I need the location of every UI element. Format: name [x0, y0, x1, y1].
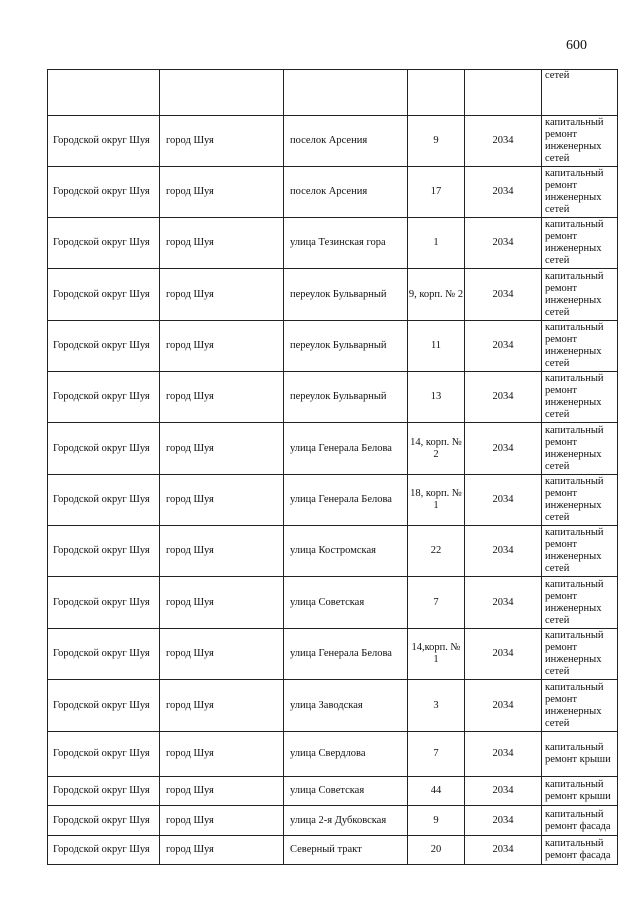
- street-cell: улица Генерала Белова: [284, 629, 408, 680]
- house-cell: 1: [408, 218, 465, 269]
- work-cell: капитальный ремонт фасада: [542, 836, 618, 865]
- city-cell: город Шуя: [160, 836, 284, 865]
- table-row: [48, 475, 618, 526]
- table-row: [48, 777, 618, 806]
- year-cell: 2034: [465, 836, 542, 865]
- table-row: [48, 423, 618, 475]
- year-cell: 2034: [465, 777, 542, 806]
- district-cell: Городской округ Шуя: [48, 777, 160, 806]
- city-cell: [160, 70, 284, 116]
- district-cell: Городской округ Шуя: [48, 526, 160, 577]
- year-cell: 2034: [465, 732, 542, 777]
- district-cell: [48, 70, 160, 116]
- table-row: [48, 732, 618, 777]
- house-cell: 18, корп. № 1: [408, 475, 465, 526]
- table-row: [48, 806, 618, 836]
- house-cell: 17: [408, 167, 465, 218]
- table-row: [48, 526, 618, 577]
- house-cell: 14,корп. № 1: [408, 629, 465, 680]
- street-cell: улица Свердлова: [284, 732, 408, 777]
- year-cell: 2034: [465, 167, 542, 218]
- house-cell: 9, корп. № 2: [408, 269, 465, 321]
- street-cell: поселок Арсения: [284, 167, 408, 218]
- street-cell: Северный тракт: [284, 836, 408, 865]
- district-cell: Городской округ Шуя: [48, 218, 160, 269]
- city-cell: город Шуя: [160, 372, 284, 423]
- work-cell: капитальный ремонт инженерных сетей: [542, 167, 618, 218]
- district-cell: Городской округ Шуя: [48, 680, 160, 732]
- city-cell: город Шуя: [160, 321, 284, 372]
- district-cell: Городской округ Шуя: [48, 836, 160, 865]
- district-cell: Городской округ Шуя: [48, 806, 160, 836]
- table-row: [48, 116, 618, 167]
- work-cell: капитальный ремонт крыши: [542, 777, 618, 806]
- street-cell: улица Костромская: [284, 526, 408, 577]
- table-row: [48, 321, 618, 372]
- district-cell: Городской округ Шуя: [48, 321, 160, 372]
- street-cell: улица Тезинская гора: [284, 218, 408, 269]
- street-cell: переулок Бульварный: [284, 372, 408, 423]
- year-cell: 2034: [465, 526, 542, 577]
- city-cell: город Шуя: [160, 806, 284, 836]
- table-row: [48, 577, 618, 629]
- district-cell: Городской округ Шуя: [48, 372, 160, 423]
- district-cell: Городской округ Шуя: [48, 167, 160, 218]
- year-cell: 2034: [465, 423, 542, 475]
- year-cell: 2034: [465, 218, 542, 269]
- city-cell: город Шуя: [160, 423, 284, 475]
- table-row: [48, 836, 618, 865]
- house-cell: 20: [408, 836, 465, 865]
- work-cell: капитальный ремонт инженерных сетей: [542, 680, 618, 732]
- street-cell: поселок Арсения: [284, 116, 408, 167]
- house-cell: 13: [408, 372, 465, 423]
- city-cell: город Шуя: [160, 218, 284, 269]
- street-cell: [284, 70, 408, 116]
- table-row: [48, 372, 618, 423]
- street-cell: улица Генерала Белова: [284, 423, 408, 475]
- year-cell: 2034: [465, 116, 542, 167]
- table-row: [48, 167, 618, 218]
- street-cell: переулок Бульварный: [284, 321, 408, 372]
- city-cell: город Шуя: [160, 732, 284, 777]
- work-cell: капитальный ремонт инженерных сетей: [542, 218, 618, 269]
- house-cell: [408, 70, 465, 116]
- capital-repair-table: [47, 69, 618, 865]
- city-cell: город Шуя: [160, 116, 284, 167]
- work-cell: капитальный ремонт инженерных сетей: [542, 577, 618, 629]
- street-cell: улица Заводская: [284, 680, 408, 732]
- city-cell: город Шуя: [160, 269, 284, 321]
- district-cell: Городской округ Шуя: [48, 269, 160, 321]
- page-number: 600: [566, 38, 587, 53]
- work-cell: сетей: [542, 70, 618, 116]
- work-cell: капитальный ремонт инженерных сетей: [542, 372, 618, 423]
- work-cell: капитальный ремонт инженерных сетей: [542, 526, 618, 577]
- district-cell: Городской округ Шуя: [48, 577, 160, 629]
- district-cell: Городской округ Шуя: [48, 423, 160, 475]
- continuation-row: [48, 70, 618, 116]
- city-cell: город Шуя: [160, 577, 284, 629]
- house-cell: 44: [408, 777, 465, 806]
- district-cell: Городской округ Шуя: [48, 475, 160, 526]
- work-cell: капитальный ремонт инженерных сетей: [542, 321, 618, 372]
- city-cell: город Шуя: [160, 777, 284, 806]
- house-cell: 9: [408, 806, 465, 836]
- year-cell: 2034: [465, 372, 542, 423]
- city-cell: город Шуя: [160, 167, 284, 218]
- city-cell: город Шуя: [160, 526, 284, 577]
- year-cell: 2034: [465, 269, 542, 321]
- year-cell: 2034: [465, 806, 542, 836]
- table-row: [48, 629, 618, 680]
- table-row: [48, 269, 618, 321]
- work-cell: капитальный ремонт инженерных сетей: [542, 423, 618, 475]
- city-cell: город Шуя: [160, 629, 284, 680]
- street-cell: улица Генерала Белова: [284, 475, 408, 526]
- table-body: [48, 70, 618, 865]
- year-cell: 2034: [465, 629, 542, 680]
- house-cell: 14, корп. № 2: [408, 423, 465, 475]
- table-row: [48, 218, 618, 269]
- house-cell: 22: [408, 526, 465, 577]
- house-cell: 11: [408, 321, 465, 372]
- work-cell: капитальный ремонт крыши: [542, 732, 618, 777]
- district-cell: Городской округ Шуя: [48, 116, 160, 167]
- district-cell: Городской округ Шуя: [48, 732, 160, 777]
- work-cell: капитальный ремонт инженерных сетей: [542, 475, 618, 526]
- work-cell: капитальный ремонт инженерных сетей: [542, 269, 618, 321]
- street-cell: улица Советская: [284, 777, 408, 806]
- work-cell: капитальный ремонт фасада: [542, 806, 618, 836]
- year-cell: 2034: [465, 577, 542, 629]
- city-cell: город Шуя: [160, 475, 284, 526]
- city-cell: город Шуя: [160, 680, 284, 732]
- work-cell: капитальный ремонт инженерных сетей: [542, 116, 618, 167]
- year-cell: [465, 70, 542, 116]
- house-cell: 9: [408, 116, 465, 167]
- house-cell: 3: [408, 680, 465, 732]
- house-cell: 7: [408, 732, 465, 777]
- street-cell: улица 2-я Дубковская: [284, 806, 408, 836]
- street-cell: улица Советская: [284, 577, 408, 629]
- work-cell: капитальный ремонт инженерных сетей: [542, 629, 618, 680]
- year-cell: 2034: [465, 321, 542, 372]
- district-cell: Городской округ Шуя: [48, 629, 160, 680]
- house-cell: 7: [408, 577, 465, 629]
- street-cell: переулок Бульварный: [284, 269, 408, 321]
- table-row: [48, 680, 618, 732]
- year-cell: 2034: [465, 680, 542, 732]
- year-cell: 2034: [465, 475, 542, 526]
